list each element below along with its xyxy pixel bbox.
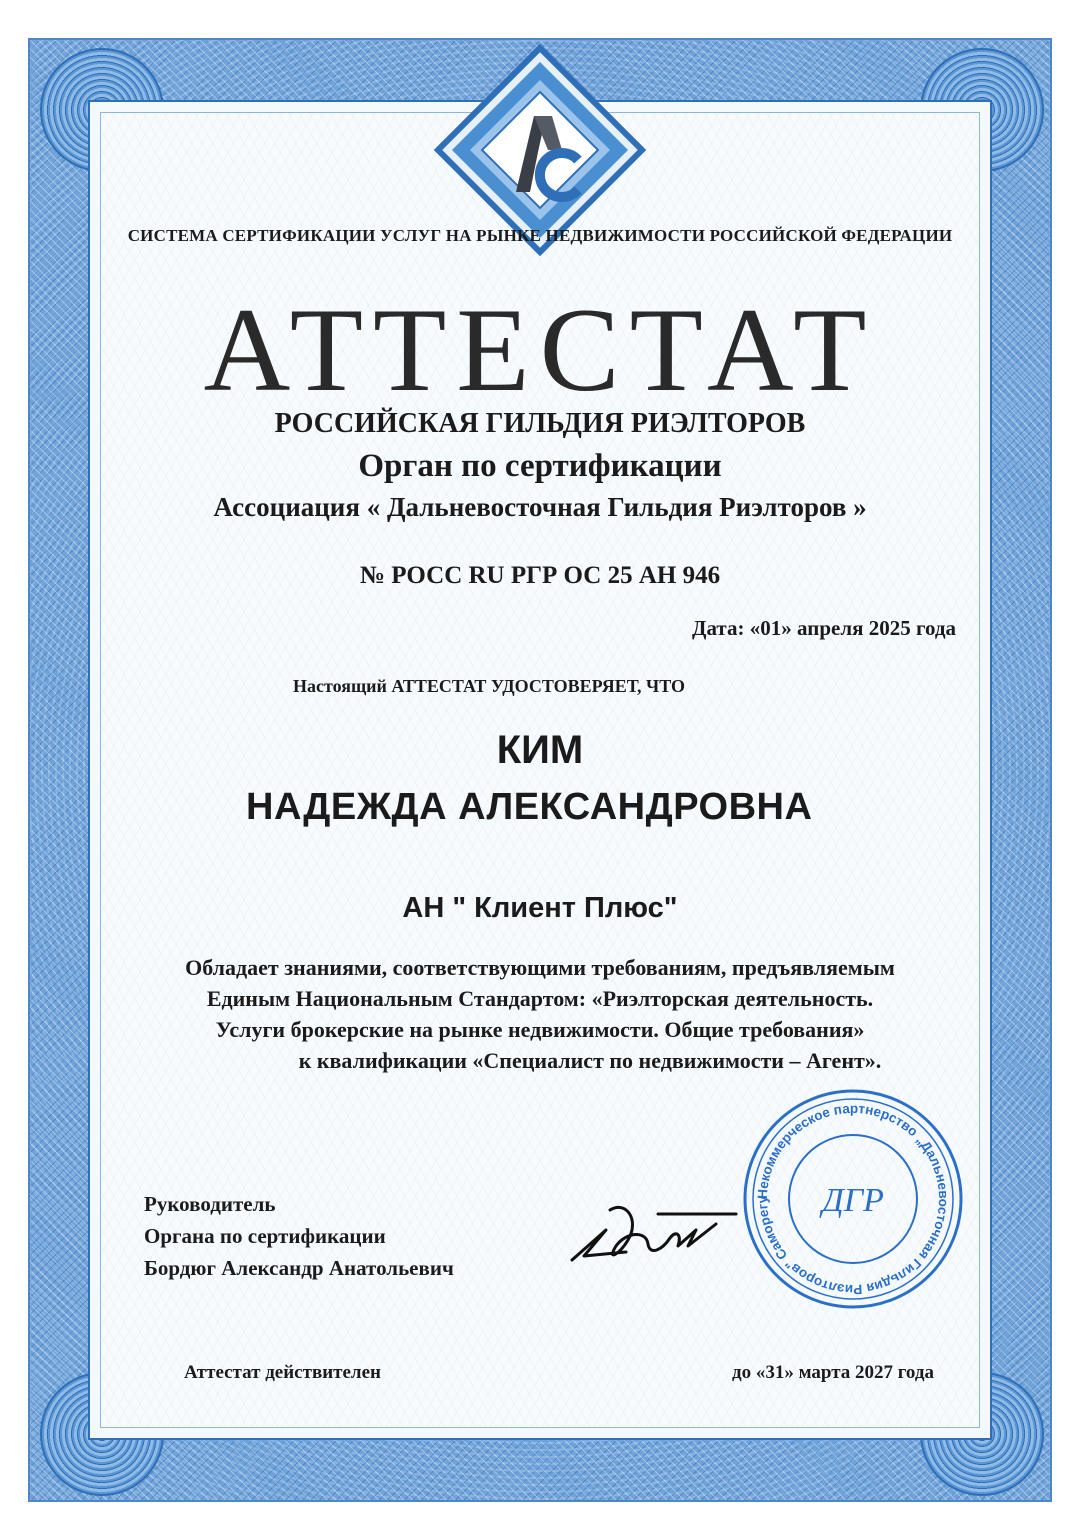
guild-name: РОССИЙСКАЯ ГИЛЬДИЯ РИЭЛТОРОВ (274, 408, 806, 439)
description-line: Услуги брокерские на рынке недвижимости. Общие требования» (215, 1017, 865, 1042)
description-line: Обладает знаниями, соответствующими требованиям, предъявляемым (185, 955, 895, 980)
stamp-outer-text: Некоммерческое партнерство „Дальневосточная Гильдия Риэлторов" Саморегу (754, 1100, 952, 1298)
certification-body: Орган по сертификации (358, 448, 722, 484)
guild-stamp (740, 1086, 966, 1312)
issue-date: Дата: «01» апреля 2025 года (692, 616, 956, 640)
certificate-title: АТТЕСТАТ (203, 283, 877, 416)
agency-name: АН " Клиент Плюс" (402, 892, 678, 924)
qualification-description (110, 952, 970, 1076)
holder-surname: КИМ (496, 728, 584, 772)
holder-name: НАДЕЖДА АЛЕКСАНДРОВНА (246, 786, 813, 828)
signer-title: Руководитель (144, 1192, 276, 1216)
association-name: Ассоциация « Дальневосточная Гильдия Риэлторов » (213, 492, 867, 522)
signer-organization: Органа по сертификации (144, 1224, 386, 1248)
description-line: к квалификации «Специалист по недвижимости – Агент». (298, 1048, 882, 1073)
handwritten-signature (566, 1190, 746, 1280)
description-line: Единым Национальным Стандартом: «Риэлторская деятельность. (206, 986, 874, 1011)
signer-name: Бордюг Александр Анатольевич (144, 1256, 454, 1280)
validity-label: Аттестат действителен (184, 1362, 381, 1383)
certification-system-line: СИСТЕМА СЕРТИФИКАЦИИ УСЛУГ НА РЫНКЕ НЕДВИЖИМОСТИ РОССИЙСКОЙ ФЕДЕРАЦИИ (127, 226, 953, 245)
stamp-monogram: ДГР (822, 1182, 884, 1219)
certify-statement: Настоящий АТТЕСТАТ УДОСТОВЕРЯЕТ, ЧТО (293, 676, 685, 696)
validity-date: до «31» марта 2027 года (731, 1362, 934, 1383)
certificate-number: № РОСС RU РГР ОС 25 АН 946 (359, 562, 721, 589)
signer-block (144, 1188, 454, 1284)
